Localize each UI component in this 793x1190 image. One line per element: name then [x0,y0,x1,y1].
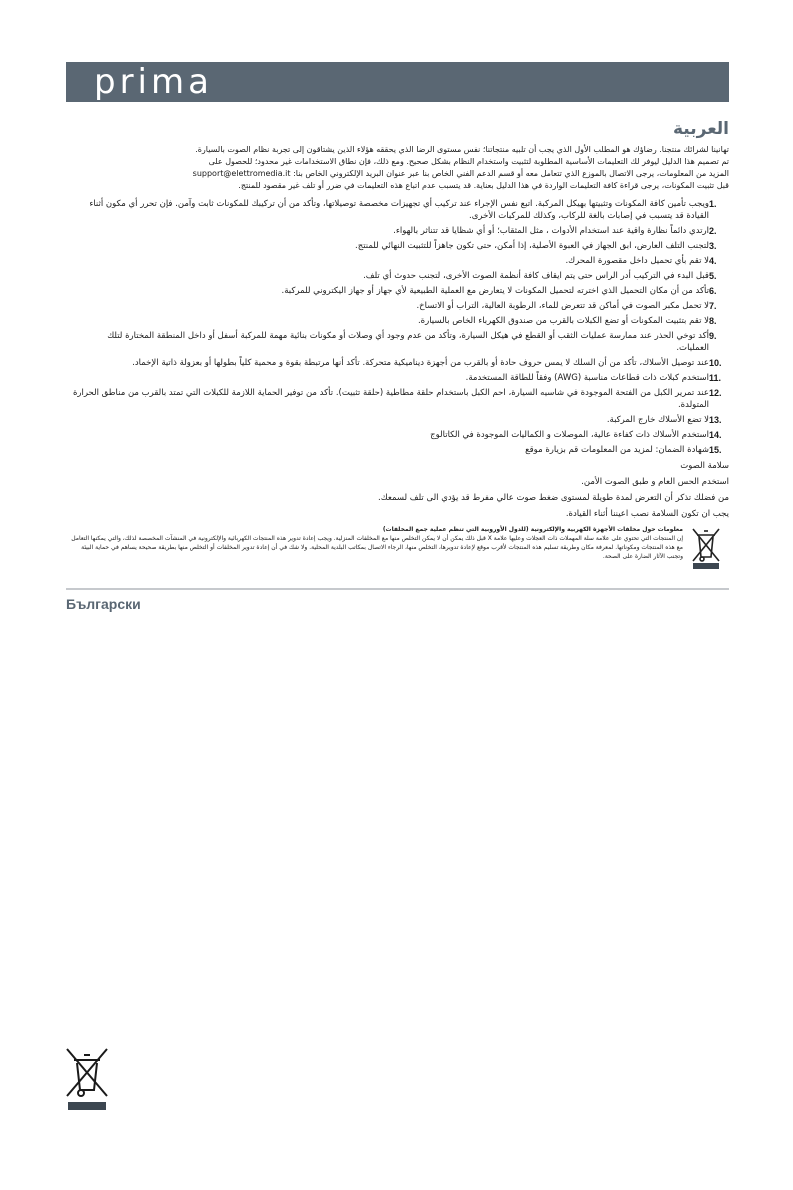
bulgarian-section-title: Български [66,596,141,612]
safety-line: يجب ان تكون السلامة نصب اعيننا أثناء القيادة. [565,509,729,519]
crossed-bin-icon [689,525,729,573]
intro-paragraph: المزيد من المعلومات، يرجى الاتصال بالموزع الذي تتعامل معه أو قسم الدعم الفني الخاص بنا عبر عنوان البريد الإلكتروني الخاص بنا: support@elettromedia.it [192,169,729,178]
intro-paragraph: تم تصميم هذا الدليل ليوفر لك التعليمات الأساسية المطلوبة لتثبيت واستخدام النظام بشكل صحيح. ومع ذلك، فإن نطاق الاستخدامات غير محدود؛ للحصول على [208,157,729,166]
instruction-text: عند تمرير الكبل من الفتحة الموجودة في شاسيه السيارة، احم الكبل باستخدام حلقة مطاطية (حلقة تثبيت). تأكد من توفير الحماية اللازمة للكبلات التي تمتد بالقرب من مناطق الحرارة المتولدة. [72,388,709,410]
instruction-number: 9. [709,331,717,341]
instruction-number: 2. [709,226,717,236]
intro-paragraph: قبل تثبيت المكونات، يرجى قراءة كافة التعليمات الواردة في هذا الدليل بعناية. قد يتسبب عدم اتباع هذه التعليمات في ضرر أو تلف غير مقصود للمنتج. [238,181,729,190]
instruction-item [66,372,729,384]
instruction-text: قبل البدء في التركيب أدر الراس حتى يتم ايقاف كافة أنظمة الصوت الأخرى، لتجنب حدوث أي تلف. [363,271,709,281]
weee-notice [66,525,729,573]
instruction-item [66,315,729,327]
instruction-text: لتجنب التلف العارض، ابق الجهاز في العبوة الأصلية، إذا أمكن، حتى تكون جاهزاً للتثبيت النهائي للمنتج. [355,241,709,251]
instruction-item [66,240,729,252]
instruction-text: لا تقم بتثبيت المكونات أو تضع الكبلات بالقرب من صندوق الكهرباء الخاص بالسيارة. [417,316,709,326]
instruction-text: عند توصيل الأسلاك، تأكد من أن السلك لا يمس حروف حادة أو بالقرب من أجهزة ديناميكية متحركة. تأكد أنها مرتبطة بقوة و محمية كلياً بطولها أو بعزولة ذاتية الإخماد. [132,358,709,368]
instruction-text: لا تحمل مكبر الصوت في أماكن قد تتعرض للماء، الرطوبة العالية، التراب أو الاتساخ. [416,301,709,311]
instruction-number: 1. [709,199,717,209]
weee-body: إن المنتجات التي تحتوي على علامة سلة المهملات ذات العجلات وعليها علامة X قبل ذلك يمكن أن لا يمكن التخلص منها مع المخلفات المنزلية. ويجب إعادة تدوير هذه المنتجات الكهربائية والإلكترونية في المنشآت المخصصة لذلك، والتي يمكنها التعامل مع هذه المنتجات ومكوناتها. لمعرفة مكان وطريقة تسليم هذه المنتجات لأقرب موقع لإعادة تدويرها، التخلص منها، الرجاء الاتصال بمكاتب البلدية المحلية. ولا شك في أن إعادة تدوير المخلفات أو التخلص منها بطريقة صحيحة يساهم في حماية البيئة وتجنب الآثار الضارة على الصحة. [71,535,683,560]
instruction-text: أكد توخي الحذر عند ممارسة عمليات الثقب أو القطع في هيكل السيارة، وتأكد من عدم وجود أي وصلات أو مكونات بنائية مهمة للمركبة أسفل أو داخل المنطقة المختارة لتلك العمليات. [107,331,709,353]
instruction-text: استخدم الأسلاك ذات كفاءة عالية، الموصلات و الكماليات الموجودة في الكاتالوج [430,430,709,440]
instruction-item [66,255,729,267]
installation-instructions-list [66,198,729,456]
instruction-item [66,300,729,312]
safety-line: استخدم الحس العام و طبق الصوت الأمن. [581,477,729,487]
instruction-number: 13. [709,415,722,425]
arabic-intro [66,144,729,192]
instruction-text: ارتدي دائماً نظارة واقية عند استخدام الأدوات ، مثل المثقاب؛ أو أي شظايا قد تتناثر بالهواء. [393,226,709,236]
intro-paragraph: تهانينا لشرائك منتجنا. رضاؤك هو المطلب الأول الذي يجب أن تلبيه منتجاتنا؛ نفس مستوى الرضا الذي يحققه هؤلاء الذين يشتاقون إلى تجربة نظام الصوت بالسيارة. [195,145,729,154]
instruction-item [66,270,729,282]
instruction-number: 5. [709,271,717,281]
instruction-number: 3. [709,241,717,251]
safety-line: من فضلك تذكر أن التعرض لمدة طويلة لمستوى ضغط صوت عالي مفرط قد يؤدي الى تلف لسمعك. [378,493,729,503]
brand-logo: prima [94,62,213,102]
instruction-item [66,285,729,297]
arabic-section-title: العربية [672,119,729,139]
instruction-text: شهادة الضمان: لمزيد من المعلومات قم بزيارة موقع [525,445,709,455]
instruction-number: 10. [709,358,722,368]
instruction-number: 6. [709,286,717,296]
instruction-text: استخدم كبلات ذات قطاعات مناسبة (AWG) وفقاً للطاقة المستخدمة. [465,373,709,383]
instruction-item [66,387,729,411]
instruction-text: تأكد من أن مكان التحميل الذي اخترته لتحميل المكونات لا يتعارض مع العملية الطبيعية لأي جهاز أو جهاز اليكتروني للمركبة. [281,286,709,296]
instruction-item [66,357,729,369]
instruction-number: 15. [709,445,722,455]
crossed-bin-icon [64,1046,110,1116]
section-divider [66,588,729,590]
instruction-number: 7. [709,301,717,311]
instruction-item [66,444,729,456]
instruction-number: 8. [709,316,717,326]
instruction-number: 12. [709,388,722,398]
safety-heading: سلامة الصوت [680,461,729,471]
instruction-item [66,198,729,222]
instruction-item [66,414,729,426]
sound-safety-block [66,459,729,521]
instruction-number: 11. [709,373,722,383]
arabic-section [66,118,729,573]
weee-heading: معلومات حول مخلفات الأجهزة الكهربية والإلكترونية (للدول الأوروبية التي تنظم عملية جمع المخلفات) [382,526,683,533]
instruction-item [66,330,729,354]
instruction-number: 14. [709,430,722,440]
instruction-text: ويجب تأمين كافة المكونات وتثبيتها بهيكل المركبة. اتبع نفس الإجراء عند تركيب أي تجهيزات مخصصة توصيلاتها، وتأكد من أن تركيبك للمكونات ثابت وآمن. فإن تحرر أي مكون أثناء القيادة قد يتسبب في إصابات بالغة للركاب، وكذلك للمركبات الأخرى. [89,199,709,221]
instruction-item [66,429,729,441]
instruction-item [66,225,729,237]
instruction-text: لا تضع الأسلاك خارج المركبة. [606,415,709,425]
instruction-text: لا تقم بأي تحميل داخل مقصورة المحرك. [565,256,709,266]
instruction-number: 4. [709,256,717,266]
